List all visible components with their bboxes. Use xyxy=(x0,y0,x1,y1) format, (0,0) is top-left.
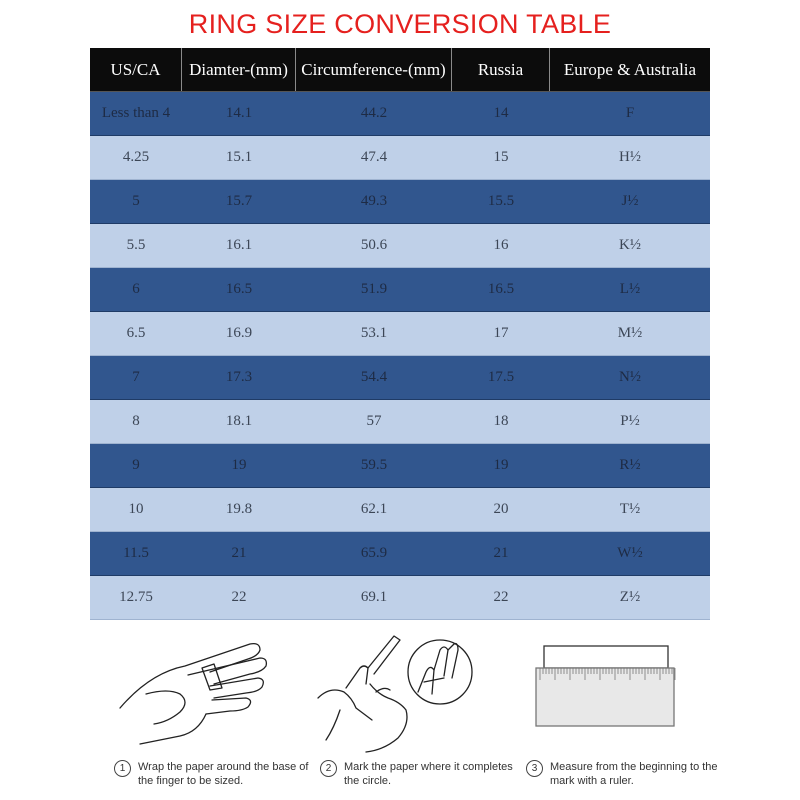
cell-circumference: 59.5 xyxy=(360,457,388,473)
cell-diameter: 16.1 xyxy=(225,237,253,253)
hand-wrap-icon xyxy=(110,628,280,758)
size-chart-sheet xyxy=(88,0,718,800)
cell-europe-australia: N½ xyxy=(618,369,642,385)
cell-europe-australia: J½ xyxy=(621,193,639,209)
step-text-1: Wrap the paper around the base of the finger to be sized. xyxy=(138,761,309,787)
table-row xyxy=(90,136,710,180)
cell-circumference: 47.4 xyxy=(360,149,388,165)
cell-us-ca: 6.5 xyxy=(126,325,146,341)
pen-mark-icon xyxy=(316,628,496,758)
cell-russia: 19 xyxy=(493,457,509,473)
table-row xyxy=(90,356,710,400)
cell-circumference: 65.9 xyxy=(360,545,388,561)
table-row xyxy=(90,268,710,312)
step-number-1: 1 xyxy=(114,760,131,777)
column-header-circumference: Circumference-(mm) xyxy=(296,48,452,91)
cell-europe-australia: L½ xyxy=(619,281,641,297)
cell-diameter: 16.5 xyxy=(225,281,253,297)
cell-us-ca: 11.5 xyxy=(123,545,149,561)
cell-russia: 16 xyxy=(493,237,509,253)
cell-diameter: 15.7 xyxy=(225,193,253,209)
ruler-icon xyxy=(522,628,702,758)
cell-circumference: 62.1 xyxy=(360,501,388,517)
cell-europe-australia: K½ xyxy=(618,237,642,253)
cell-diameter: 19 xyxy=(231,457,247,473)
cell-diameter: 16.9 xyxy=(225,325,253,341)
cell-russia: 21 xyxy=(493,545,509,561)
cell-russia: 18 xyxy=(493,413,509,429)
cell-diameter: 15.1 xyxy=(225,149,253,165)
cell-circumference: 57 xyxy=(366,413,382,429)
column-header-europe-australia: Europe & Australia xyxy=(563,59,697,79)
step-3 xyxy=(522,620,722,800)
table-row xyxy=(90,400,710,444)
table-row xyxy=(90,488,710,532)
cell-diameter: 14.1 xyxy=(225,105,253,121)
cell-circumference: 51.9 xyxy=(360,281,388,297)
page-title: RING SIZE CONVERSION TABLE xyxy=(188,9,612,39)
table-body xyxy=(90,92,710,620)
cell-diameter: 17.3 xyxy=(225,369,253,385)
cell-europe-australia: P½ xyxy=(620,413,640,429)
cell-us-ca: 6 xyxy=(132,281,140,297)
conversion-table xyxy=(90,48,710,620)
cell-us-ca: 10 xyxy=(128,501,144,517)
table-row xyxy=(90,312,710,356)
table-row xyxy=(90,444,710,488)
cell-europe-australia: Z½ xyxy=(619,589,641,605)
cell-russia: 16.5 xyxy=(487,281,515,297)
cell-us-ca: 8 xyxy=(132,413,140,429)
cell-russia: 20 xyxy=(493,501,509,517)
cell-us-ca: 4.25 xyxy=(122,149,150,165)
cell-russia: 22 xyxy=(493,589,509,605)
cell-circumference: 53.1 xyxy=(360,325,388,341)
cell-circumference: 49.3 xyxy=(360,193,388,209)
cell-us-ca: 12.75 xyxy=(119,589,153,605)
cell-diameter: 19.8 xyxy=(225,501,253,517)
column-header-us-ca: US/CA xyxy=(90,48,182,91)
measuring-instructions xyxy=(88,620,718,800)
table-row xyxy=(90,180,710,224)
table-row xyxy=(90,576,710,620)
step-2 xyxy=(316,620,516,800)
cell-circumference: 44.2 xyxy=(360,105,388,121)
step-number-3: 3 xyxy=(526,760,543,777)
cell-diameter: 21 xyxy=(231,545,247,561)
cell-russia: 15.5 xyxy=(487,193,515,209)
table-row xyxy=(90,532,710,576)
cell-diameter: 22 xyxy=(231,589,247,605)
cell-us-ca: Less than 4 xyxy=(101,105,171,121)
table-row xyxy=(90,92,710,136)
cell-diameter: 18.1 xyxy=(225,413,253,429)
cell-circumference: 54.4 xyxy=(360,369,388,385)
cell-circumference: 69.1 xyxy=(360,589,388,605)
step-text-3: Measure from the beginning to the mark with a ruler. xyxy=(550,761,718,787)
column-header-russia: Russia xyxy=(452,48,550,91)
cell-europe-australia: F xyxy=(625,105,635,121)
cell-europe-australia: T½ xyxy=(619,501,641,517)
cell-us-ca: 5.5 xyxy=(126,237,146,253)
table-row xyxy=(90,224,710,268)
cell-russia: 14 xyxy=(493,105,509,121)
step-text-2: Mark the paper where it completes the circle. xyxy=(344,761,513,787)
cell-russia: 15 xyxy=(493,149,509,165)
cell-us-ca: 5 xyxy=(132,193,140,209)
step-number-2: 2 xyxy=(320,760,337,777)
cell-europe-australia: H½ xyxy=(618,149,642,165)
cell-europe-australia: W½ xyxy=(617,545,643,561)
cell-russia: 17 xyxy=(493,325,509,341)
step-1 xyxy=(110,620,310,800)
cell-us-ca: 7 xyxy=(132,369,140,385)
cell-circumference: 50.6 xyxy=(360,237,388,253)
cell-europe-australia: M½ xyxy=(617,325,643,341)
cell-us-ca: 9 xyxy=(132,457,140,473)
cell-europe-australia: R½ xyxy=(619,457,641,473)
column-header-diameter: Diamter-(mm) xyxy=(182,48,296,91)
table-header-row xyxy=(90,48,710,92)
cell-russia: 17.5 xyxy=(487,369,515,385)
